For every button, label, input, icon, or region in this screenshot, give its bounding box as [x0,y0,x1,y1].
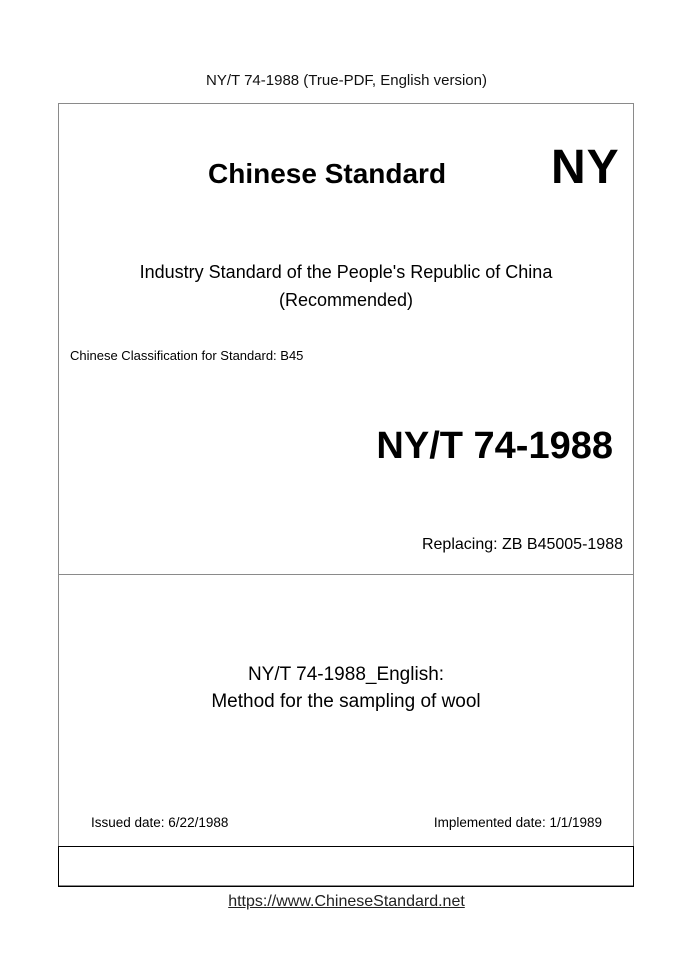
section-divider [58,574,634,575]
classification-label: Chinese Classification for Standard: B45 [70,348,304,363]
recommended-line: (Recommended) [278,290,414,310]
cover-frame [58,103,634,886]
replacing-label: Replacing: ZB B45005-1988 [421,536,623,553]
website-link[interactable]: https://www.ChineseStandard.net [228,893,465,910]
footer-box [58,846,634,887]
standard-code: NY [551,141,620,194]
issued-date: Issued date: 6/22/1988 [91,815,229,830]
cover-title: Chinese Standard [208,158,447,189]
document-title [58,661,634,715]
standard-number: NY/T 74-1988 [376,425,613,467]
industry-standard-heading [58,258,634,314]
header-title: NY/T 74-1988 (True-PDF, English version) [206,72,487,89]
document-title-line2: Method for the sampling of wool [211,691,481,712]
document-title-line1: NY/T 74-1988_English: [247,664,445,685]
implemented-date: Implemented date: 1/1/1989 [433,815,602,830]
industry-line: Industry Standard of the People's Republic of China [139,262,553,282]
